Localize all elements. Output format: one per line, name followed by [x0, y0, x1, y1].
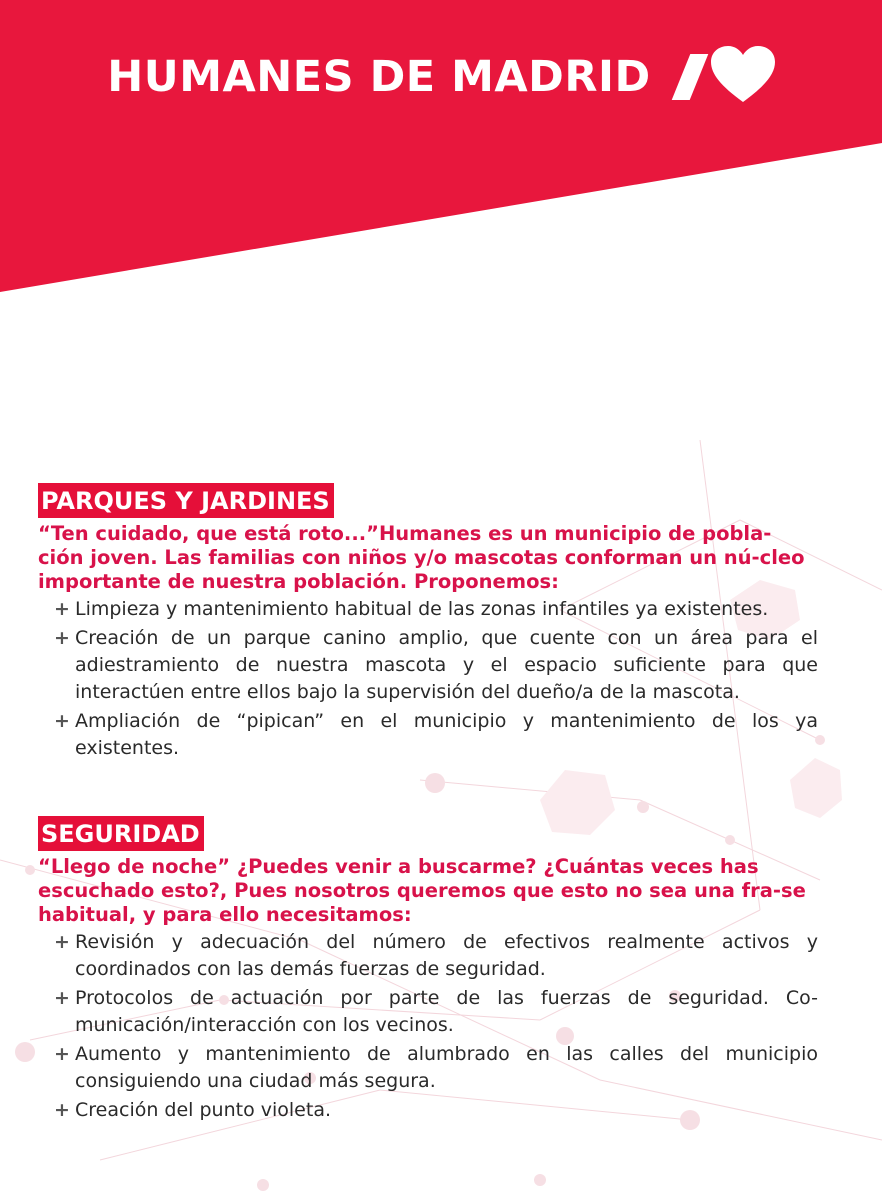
- list-item-text: Aumento y mantenimiento de alumbrado en las calles del municipio consiguiendo una ciudad más segura.: [75, 1043, 818, 1092]
- plus-icon: +: [54, 1099, 70, 1121]
- banner-shape: [0, 0, 882, 300]
- list-item-text: Ampliación de “pipican” en el municipio y mantenimiento de los ya existentes.: [75, 710, 818, 759]
- list-item: [38, 1041, 818, 1095]
- heart-icon: [711, 46, 775, 108]
- section-intro: “Llego de noche” ¿Puedes venir a buscarme? ¿Cuántas veces has escuchado esto?, Pues nosotros queremos que esto no sea una fra-se habitual, y para ello necesitamos:: [38, 855, 806, 926]
- slash-mark: [671, 54, 708, 100]
- list-item-text: Protocolos de actuación por parte de las fuerzas de seguridad. Co-municación/interacción con los vecinos.: [75, 987, 818, 1036]
- section-parques: [38, 483, 818, 762]
- plus-icon: +: [54, 627, 70, 649]
- list-item: [38, 985, 818, 1039]
- plus-icon: +: [54, 598, 70, 620]
- plus-icon: +: [54, 1043, 70, 1065]
- list-item: [38, 1097, 818, 1124]
- proposal-list: [38, 596, 818, 762]
- list-item-text: Creación del punto violeta.: [75, 1099, 331, 1121]
- plus-icon: +: [54, 931, 70, 953]
- list-item: [38, 708, 818, 762]
- section-seguridad: [38, 816, 818, 1124]
- list-item-text: Revisión y adecuación del número de efectivos realmente activos y coordinados con las demás fuerzas de seguridad.: [75, 931, 818, 980]
- list-item: [38, 596, 818, 623]
- page-title: HUMANES DE MADRID: [107, 52, 651, 102]
- list-item-text: Creación de un parque canino amplio, que cuente con un área para el adiestramiento de nuestra mascota y el espacio suficiente para que interactúen entre ellos bajo la supervisión del dueño/a de la mascota.: [75, 627, 818, 703]
- plus-icon: +: [54, 987, 70, 1009]
- section-intro: “Ten cuidado, que está roto...”Humanes es un municipio de pobla-ción joven. Las familias con niños y/o mascotas conforman un nú-cleo importante de nuestra población. Proponemos:: [38, 522, 805, 593]
- proposal-list: [38, 929, 818, 1124]
- plus-icon: +: [54, 710, 70, 732]
- section-heading: PARQUES Y JARDINES: [38, 483, 334, 518]
- list-item: [38, 625, 818, 706]
- section-heading: SEGURIDAD: [38, 816, 204, 851]
- header-banner: [0, 0, 882, 300]
- header: [0, 46, 882, 108]
- list-item-text: Limpieza y mantenimiento habitual de las zonas infantiles ya existentes.: [75, 598, 769, 620]
- list-item: [38, 929, 818, 983]
